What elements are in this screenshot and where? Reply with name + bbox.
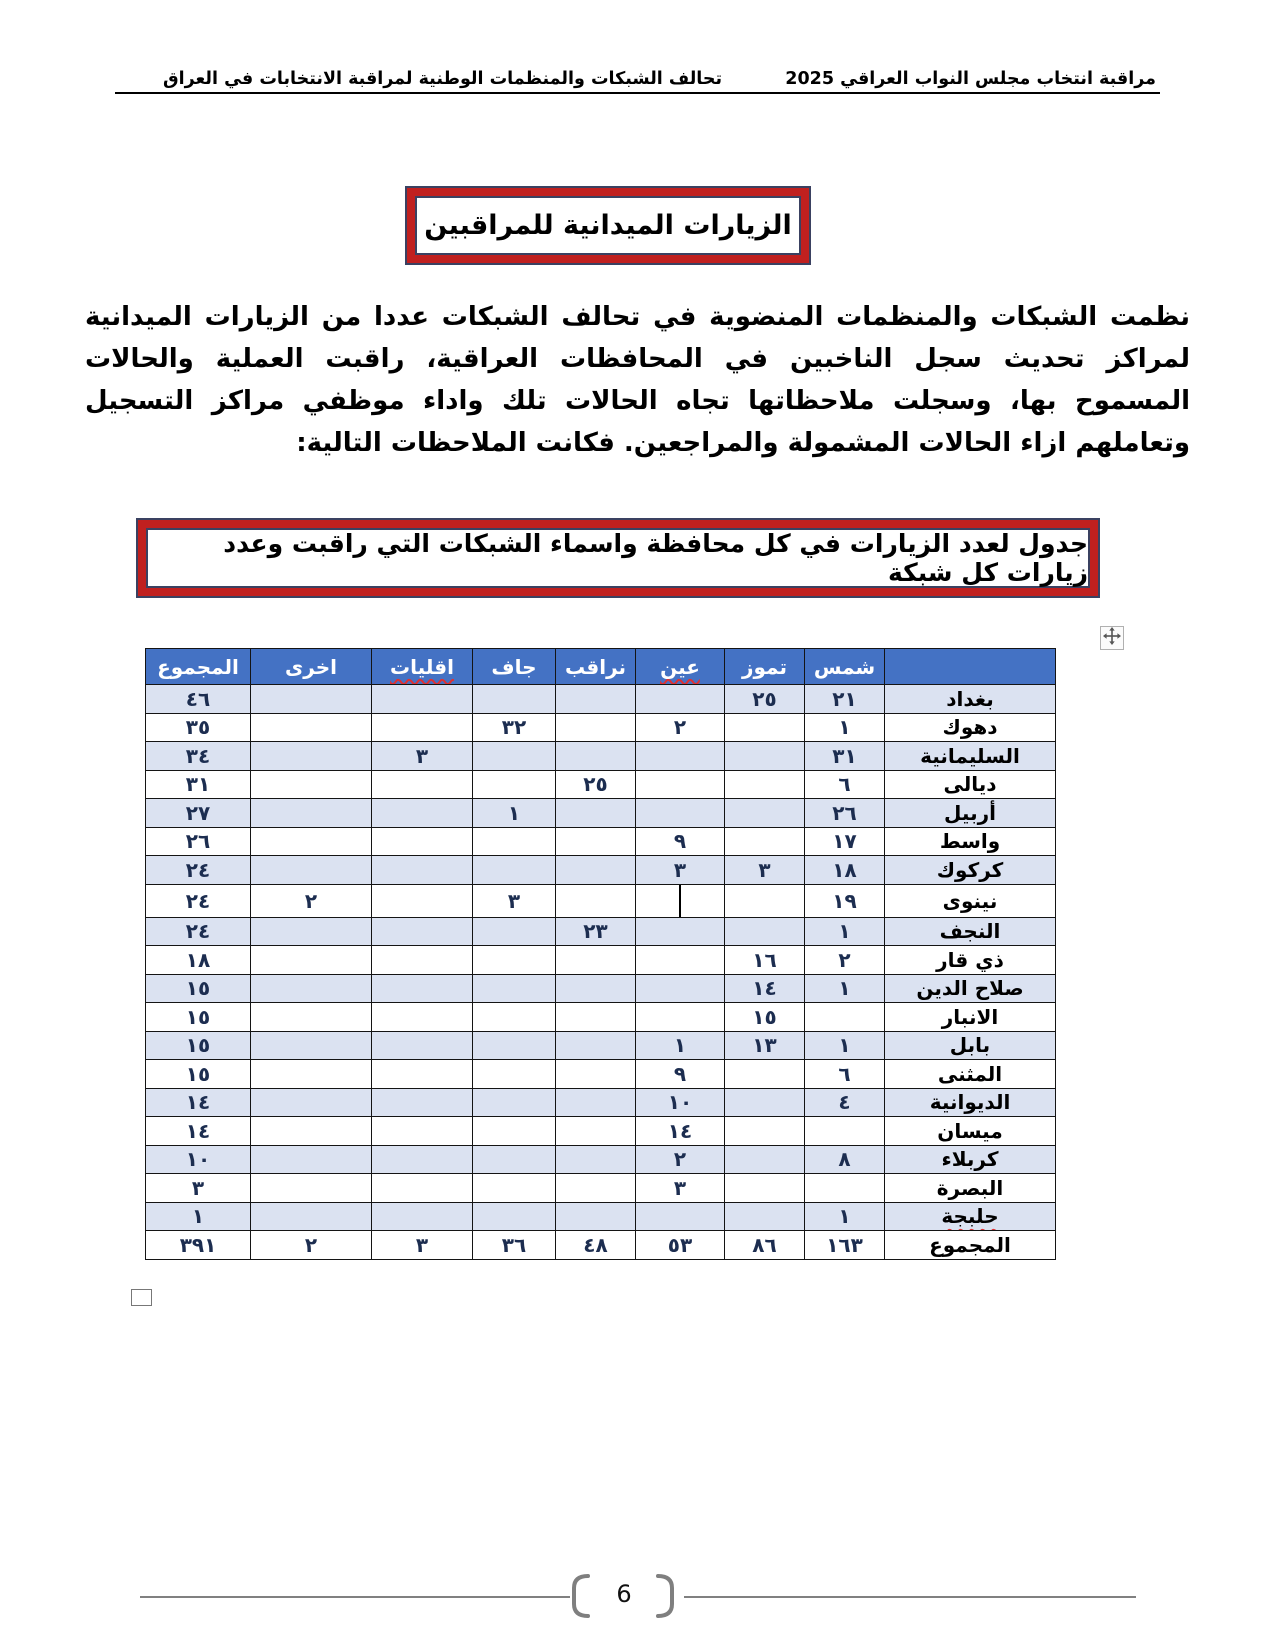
governorate-name: ديالى	[885, 770, 1056, 799]
cell-shams: ٨	[805, 1145, 885, 1174]
main-title-box	[405, 186, 811, 265]
governorate-name: كربلاء	[885, 1145, 1056, 1174]
cell-total: ١٨	[146, 946, 251, 975]
cell-ain: ١٤	[636, 1117, 725, 1146]
cell-ukhra	[251, 799, 372, 828]
column-header-shams: شمس	[805, 649, 885, 685]
cell-ukhra	[251, 1117, 372, 1146]
cell-jaf: ٣	[473, 884, 556, 917]
table-row	[146, 1174, 1056, 1203]
cell-shams: ٦	[805, 770, 885, 799]
table-row	[146, 742, 1056, 771]
cell-tammuz	[725, 1145, 805, 1174]
cell-ain: ١	[636, 1031, 725, 1060]
cell-nuraqib	[556, 742, 636, 771]
cell-nuraqib	[556, 884, 636, 917]
governorate-name: بغداد	[885, 685, 1056, 714]
governorate-name: السليمانية	[885, 742, 1056, 771]
cell-total: ٢٤	[146, 884, 251, 917]
cell-nuraqib	[556, 1117, 636, 1146]
table-row	[146, 917, 1056, 946]
column-header-ain: عين	[636, 649, 725, 685]
cell-jaf	[473, 1174, 556, 1203]
cell-aqaliyat	[372, 1202, 473, 1231]
cell-tammuz	[725, 1088, 805, 1117]
cell-tammuz	[725, 1202, 805, 1231]
cell-nuraqib: ٢٥	[556, 770, 636, 799]
cell-jaf	[473, 1060, 556, 1089]
cell-shams: ٦	[805, 1060, 885, 1089]
cell-jaf	[473, 917, 556, 946]
column-header-aqaliyat: اقليات	[372, 649, 473, 685]
cell-total: ١	[146, 1202, 251, 1231]
cell-ukhra: ٢	[251, 884, 372, 917]
cell-nuraqib	[556, 974, 636, 1003]
cell-ukhra	[251, 946, 372, 975]
cell-total: ١٥	[146, 1031, 251, 1060]
cell-aqaliyat	[372, 884, 473, 917]
cell-shams	[805, 1117, 885, 1146]
cell-ain	[636, 770, 725, 799]
totals-row	[146, 1231, 1056, 1260]
cell-total: ٢٤	[146, 917, 251, 946]
cell-ukhra	[251, 917, 372, 946]
cell-ain: ٣	[636, 856, 725, 885]
cell-shams: ٤	[805, 1088, 885, 1117]
table-row	[146, 799, 1056, 828]
cell-aqaliyat	[372, 856, 473, 885]
cell-aqaliyat	[372, 1031, 473, 1060]
cell-nuraqib	[556, 713, 636, 742]
cell-ukhra	[251, 1003, 372, 1032]
cell-aqaliyat: ٣	[372, 1231, 473, 1260]
cell-shams: ٣١	[805, 742, 885, 771]
text-cursor	[679, 885, 681, 917]
governorate-name: ميسان	[885, 1117, 1056, 1146]
table-row	[146, 1088, 1056, 1117]
cell-aqaliyat	[372, 685, 473, 714]
cell-jaf	[473, 1202, 556, 1231]
cell-jaf: ٣٦	[473, 1231, 556, 1260]
cell-total: ٣٤	[146, 742, 251, 771]
cell-shams	[805, 1174, 885, 1203]
cell-ain	[636, 742, 725, 771]
cell-aqaliyat	[372, 770, 473, 799]
cell-jaf	[473, 685, 556, 714]
cell-ain	[636, 1003, 725, 1032]
governorate-name: الديوانية	[885, 1088, 1056, 1117]
table-row	[146, 1145, 1056, 1174]
cell-tammuz	[725, 827, 805, 856]
cell-nuraqib	[556, 799, 636, 828]
page-title: الزيارات الميدانية للمراقبين	[415, 196, 801, 255]
governorate-name: بابل	[885, 1031, 1056, 1060]
table-resize-handle[interactable]	[131, 1289, 152, 1306]
column-header-tammuz: تموز	[725, 649, 805, 685]
table-row	[146, 1031, 1056, 1060]
cell-tammuz	[725, 1060, 805, 1089]
table-row	[146, 856, 1056, 885]
cell-total: ٣٥	[146, 713, 251, 742]
cell-ukhra	[251, 1031, 372, 1060]
cell-aqaliyat	[372, 1060, 473, 1089]
cell-jaf	[473, 827, 556, 856]
cell-aqaliyat	[372, 1088, 473, 1117]
cell-tammuz	[725, 770, 805, 799]
cell-ukhra	[251, 827, 372, 856]
cell-tammuz: ٣	[725, 856, 805, 885]
cell-total: ١٤	[146, 1088, 251, 1117]
governorate-name: صلاح الدين	[885, 974, 1056, 1003]
cell-aqaliyat	[372, 1145, 473, 1174]
cell-ukhra	[251, 1060, 372, 1089]
cell-nuraqib	[556, 1003, 636, 1032]
cell-shams: ٢	[805, 946, 885, 975]
cell-tammuz	[725, 917, 805, 946]
cell-tammuz	[725, 1174, 805, 1203]
governorate-name: النجف	[885, 917, 1056, 946]
governorate-name: الانبار	[885, 1003, 1056, 1032]
cell-aqaliyat	[372, 1117, 473, 1146]
cell-ain: ٩	[636, 827, 725, 856]
cell-jaf	[473, 974, 556, 1003]
cell-aqaliyat	[372, 974, 473, 1003]
cell-ain	[636, 884, 725, 917]
cell-ukhra: ٢	[251, 1231, 372, 1260]
table-row	[146, 1117, 1056, 1146]
cell-total: ٢٤	[146, 856, 251, 885]
table-row	[146, 827, 1056, 856]
table-move-handle[interactable]	[1100, 626, 1124, 650]
cell-tammuz: ٢٥	[725, 685, 805, 714]
cell-total: ٢٧	[146, 799, 251, 828]
cell-total: ١٥	[146, 1003, 251, 1032]
cell-total: ٣١	[146, 770, 251, 799]
cell-shams: ١	[805, 917, 885, 946]
cell-ukhra	[251, 742, 372, 771]
cell-total: ٤٦	[146, 685, 251, 714]
column-header-name	[885, 649, 1056, 685]
cell-jaf	[473, 1003, 556, 1032]
table-row	[146, 713, 1056, 742]
table-row	[146, 685, 1056, 714]
cell-total: ١٥	[146, 1060, 251, 1089]
page-header	[115, 52, 1160, 94]
governorate-name: كركوك	[885, 856, 1056, 885]
cell-tammuz: ١٤	[725, 974, 805, 1003]
cell-tammuz: ١٦	[725, 946, 805, 975]
table-row	[146, 884, 1056, 917]
governorate-name: ذي قار	[885, 946, 1056, 975]
cell-ain: ٢	[636, 713, 725, 742]
cell-aqaliyat	[372, 946, 473, 975]
cell-nuraqib	[556, 1174, 636, 1203]
table-row	[146, 1060, 1056, 1089]
cell-aqaliyat	[372, 827, 473, 856]
governorate-name: المجموع	[885, 1231, 1056, 1260]
cell-jaf	[473, 856, 556, 885]
cell-shams	[805, 1003, 885, 1032]
cell-shams: ١	[805, 1031, 885, 1060]
cell-shams: ١٨	[805, 856, 885, 885]
table-row	[146, 1202, 1056, 1231]
cell-shams: ١	[805, 713, 885, 742]
cell-nuraqib	[556, 1088, 636, 1117]
cell-nuraqib: ٢٣	[556, 917, 636, 946]
cell-total: ١٠	[146, 1145, 251, 1174]
governorate-name: أربيل	[885, 799, 1056, 828]
cell-aqaliyat: ٣	[372, 742, 473, 771]
cell-ain	[636, 799, 725, 828]
cell-tammuz: ٨٦	[725, 1231, 805, 1260]
table-title-box	[136, 518, 1100, 598]
table-header-row	[146, 649, 1056, 685]
governorate-name: البصرة	[885, 1174, 1056, 1203]
cell-jaf: ١	[473, 799, 556, 828]
cell-nuraqib	[556, 827, 636, 856]
cell-total: ٣٩١	[146, 1231, 251, 1260]
cell-ain	[636, 917, 725, 946]
column-header-nuraqib: نراقب	[556, 649, 636, 685]
column-header-jaf: جاف	[473, 649, 556, 685]
cell-aqaliyat	[372, 917, 473, 946]
governorate-name: المثنى	[885, 1060, 1056, 1089]
cell-ain: ٢	[636, 1145, 725, 1174]
table-row	[146, 946, 1056, 975]
cell-ukhra	[251, 1174, 372, 1203]
footer-rule-right-side	[140, 1596, 570, 1598]
cell-ain	[636, 946, 725, 975]
cell-tammuz	[725, 1117, 805, 1146]
cell-shams: ١	[805, 1202, 885, 1231]
cell-jaf: ٣٢	[473, 713, 556, 742]
cell-nuraqib	[556, 1031, 636, 1060]
header-title-right: تحالف الشبكات والمنظمات الوطنية لمراقبة الانتخابات في العراق	[163, 69, 723, 89]
cell-aqaliyat	[372, 799, 473, 828]
cell-tammuz: ١٥	[725, 1003, 805, 1032]
cell-ukhra	[251, 1202, 372, 1231]
cell-total: ١٥	[146, 974, 251, 1003]
cell-nuraqib	[556, 1060, 636, 1089]
cell-jaf	[473, 742, 556, 771]
governorate-name: واسط	[885, 827, 1056, 856]
cell-aqaliyat	[372, 713, 473, 742]
cell-nuraqib	[556, 685, 636, 714]
cell-jaf	[473, 946, 556, 975]
cell-ain	[636, 974, 725, 1003]
cell-total: ٢٦	[146, 827, 251, 856]
cell-ain	[636, 685, 725, 714]
governorate-name: دهوك	[885, 713, 1056, 742]
cell-tammuz	[725, 884, 805, 917]
cell-ain	[636, 1202, 725, 1231]
cell-ukhra	[251, 974, 372, 1003]
cell-ukhra	[251, 1088, 372, 1117]
cell-nuraqib	[556, 1202, 636, 1231]
cell-shams: ٢٦	[805, 799, 885, 828]
cell-shams: ١٧	[805, 827, 885, 856]
cell-jaf	[473, 1031, 556, 1060]
footer-bracket-left-icon	[566, 1573, 592, 1623]
cell-nuraqib	[556, 856, 636, 885]
footer-rule-left-side	[684, 1596, 1136, 1598]
cell-tammuz: ١٣	[725, 1031, 805, 1060]
header-title-left: مراقبة انتخاب مجلس النواب العراقي 2025	[785, 69, 1156, 89]
cell-tammuz	[725, 799, 805, 828]
move-cross-icon	[1103, 627, 1121, 649]
table-row	[146, 770, 1056, 799]
cell-nuraqib: ٤٨	[556, 1231, 636, 1260]
cell-jaf	[473, 1117, 556, 1146]
cell-jaf	[473, 1088, 556, 1117]
footer-bracket-right-icon	[654, 1573, 680, 1623]
cell-aqaliyat	[372, 1003, 473, 1032]
cell-shams: ١	[805, 974, 885, 1003]
cell-ain: ٥٣	[636, 1231, 725, 1260]
page-number: 6	[616, 1580, 632, 1608]
cell-nuraqib	[556, 1145, 636, 1174]
cell-shams: ١٦٣	[805, 1231, 885, 1260]
column-header-total: المجموع	[146, 649, 251, 685]
column-header-ukhra: اخرى	[251, 649, 372, 685]
intro-paragraph: نظمت الشبكات والمنظمات المنضوية في تحالف الشبكات عددا من الزيارات الميدانية لمراكز تحديث سجل الناخبين في المحافظات العراقية، راقبت العملية والحالات المسموح بها، وسجلت ملاحظاتها تجاه الحالات تلك واداء موظفي مراكز التسجيل وتعاملهم ازاء الحالات المشمولة والمراجعين. فكانت الملاحظات التالية:	[85, 302, 1190, 458]
cell-ain: ٣	[636, 1174, 725, 1203]
cell-total: ٣	[146, 1174, 251, 1203]
table-row	[146, 1003, 1056, 1032]
cell-shams: ١٩	[805, 884, 885, 917]
cell-nuraqib	[556, 946, 636, 975]
cell-total: ١٤	[146, 1117, 251, 1146]
cell-tammuz	[725, 713, 805, 742]
cell-ukhra	[251, 856, 372, 885]
cell-ukhra	[251, 685, 372, 714]
table-row	[146, 974, 1056, 1003]
governorate-name: حلبجة	[885, 1202, 1056, 1231]
visits-table-wrapper	[145, 648, 1056, 1260]
table-title: جدول لعدد الزيارات في كل محافظة واسماء الشبكات التي راقبت وعدد زيارات كل شبكة	[146, 528, 1090, 588]
cell-ukhra	[251, 1145, 372, 1174]
cell-ukhra	[251, 713, 372, 742]
cell-aqaliyat	[372, 1174, 473, 1203]
cell-tammuz	[725, 742, 805, 771]
visits-table	[145, 648, 1056, 1260]
cell-jaf	[473, 770, 556, 799]
cell-jaf	[473, 1145, 556, 1174]
governorate-name: نينوى	[885, 884, 1056, 917]
cell-ain: ٩	[636, 1060, 725, 1089]
cell-shams: ٢١	[805, 685, 885, 714]
cell-ukhra	[251, 770, 372, 799]
cell-ain: ١٠	[636, 1088, 725, 1117]
